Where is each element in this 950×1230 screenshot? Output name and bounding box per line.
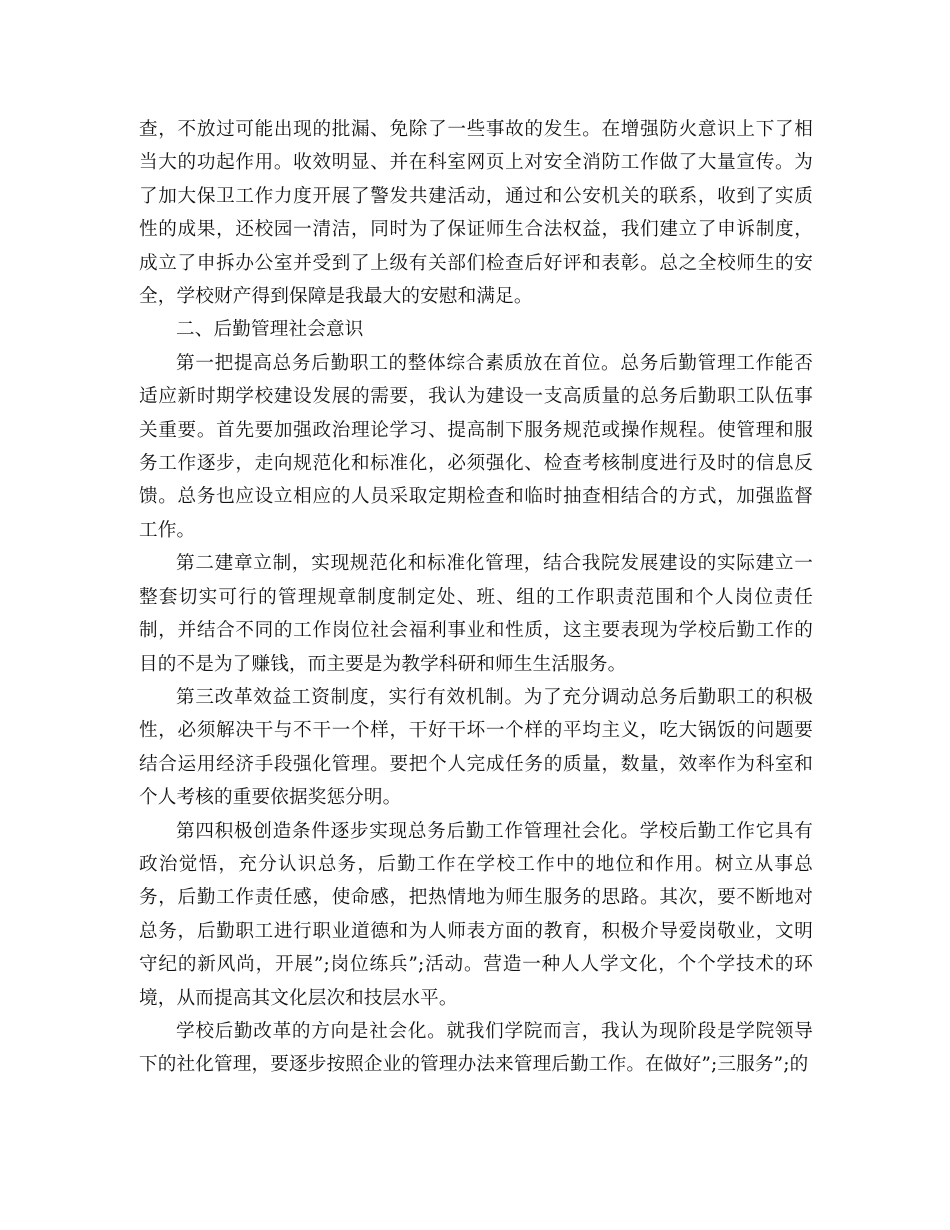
paragraph-security-summary: 查，不放过可能出现的批漏、免除了一些事故的发生。在增强防火意识上下了相当大的功起作用。收效明显、并在科室网页上对安全消防工作做了大量宣传。为了加大保卫工作力度开展了警发共建活动，通过和公安机关的联系，收到了实质性的成果，还校园一清洁，同时为了保证师生合法权益，我们建立了申诉制度，成立了申拆办公室并受到了上级有关部们检查后好评和表彰。总之全校师生的安全，学校财产得到保障是我最大的安慰和满足。 — [139, 119, 813, 308]
paragraph-point-four: 第四积极创造条件逐步实现总务后勤工作管理社会化。学校后勤工作它具有政治觉悟，充分认识总务，后勤工作在学校工作中的地位和作用。树立从事总务，后勤工作责任感，使命感，把热情地为师生服务的思路。其次，要不断地对总务，后勤职工进行职业道德和为人师表方面的教育，积极介导爱岗敬业，文明守纪的新风尚，开展”;岗位练兵”;活动。营造一种人人学文化，个个学技术的环境，从而提高其文化层次和技层水平。 — [139, 820, 813, 1009]
paragraph-point-three: 第三改革效益工资制度，实行有效机制。为了充分调动总务后勤职工的积极性，必须解决干与不干一个样，干好干坏一个样的平均主义，吃大锅饭的问题要结合运用经济手段强化管理。要把个人完成任务的质量，数量，效率作为科室和个人考核的重要依据奖惩分明。 — [139, 686, 813, 809]
paragraph-reform-direction: 学校后勤改革的方向是社会化。就我们学院而言，我认为现阶段是学院领导下的社化管理，要逐步按照企业的管理办法来管理后勤工作。在做好”;三服务”;的 — [139, 1020, 813, 1076]
document-page — [139, 113, 813, 1082]
paragraph-point-two: 第二建章立制，实现规范化和标准化管理，结合我院发展建设的实际建立一整套切实可行的管理规章制度制定处、班、组的工作职责范围和个人岗位责任制，并结合不同的工作岗位社会福利事业和性质，这主要表现为学校后勤工作的目的不是为了赚钱，而主要是为教学科研和师生生活服务。 — [139, 553, 813, 675]
section-heading-logistics: 二、后勤管理社会意识 — [176, 319, 364, 341]
paragraph-point-one: 第一把提高总务后勤职工的整体综合素质放在首位。总务后勤管理工作能否适应新时期学校建设发展的需要，我认为建设一支高质量的总务后勤职工队伍事关重要。首先要加强政治理论学习、提高制下服务规范或操作规程。使管理和服务工作逐步，走向规范化和标准化，必须强化、检查考核制度进行及时的信息反馈。总务也应设立相应的人员采取定期检查和临时抽查相结合的方式，加强监督工作。 — [139, 352, 813, 541]
